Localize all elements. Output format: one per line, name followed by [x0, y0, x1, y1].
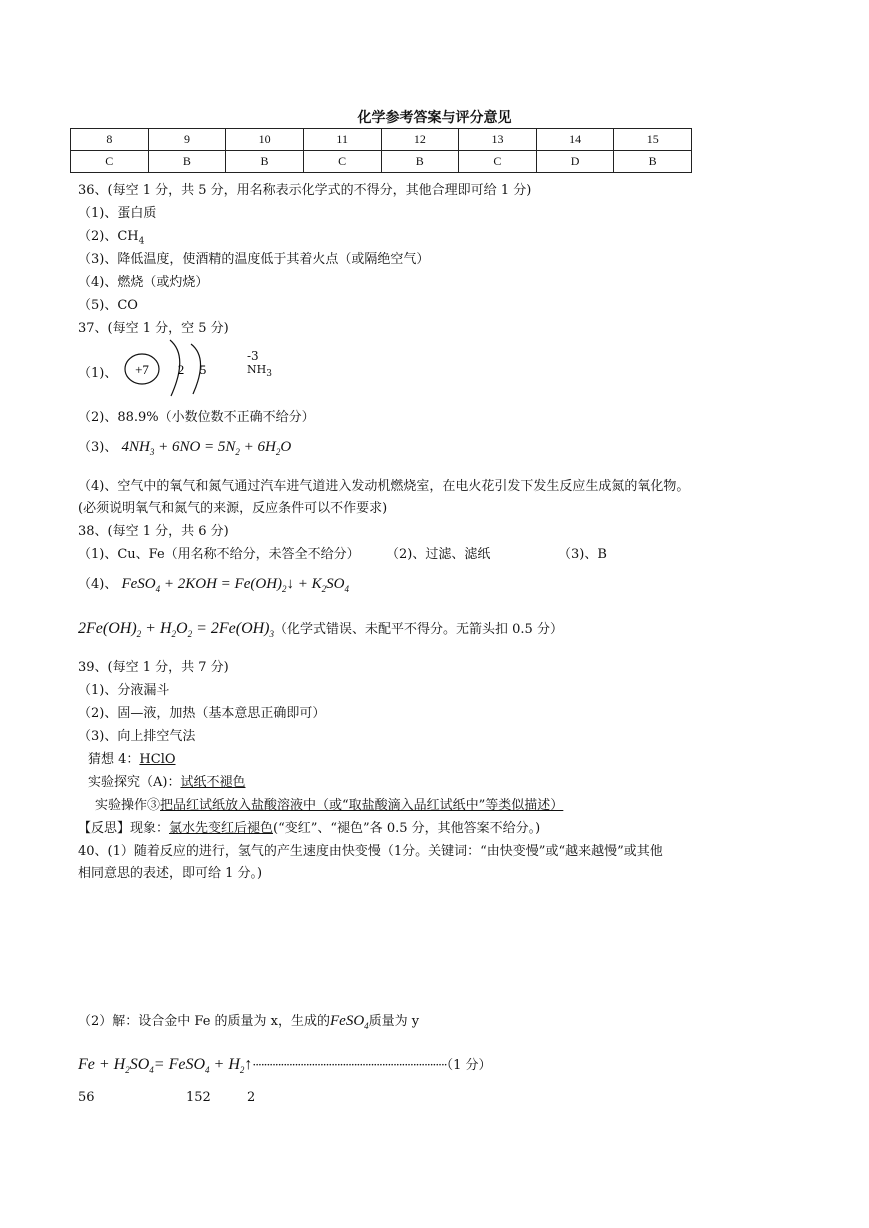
eq-term: O [280, 439, 292, 455]
eq-term: Fe + H [78, 1056, 126, 1073]
solve-text: （2）解：设合金中 Fe 的质量为 x，生成的 [78, 1014, 331, 1029]
eq-term: + H [209, 1056, 240, 1073]
subscript: 2 [125, 1065, 130, 1076]
eq-term: + 6NO = 5N [154, 439, 236, 455]
subscript: 4 [149, 1065, 154, 1076]
q36-heading: 36、(每空 1 分，共 5 分，用名称表示化学式的不得分，其他合理即可给 1 分) [78, 183, 532, 198]
q40-equation [78, 1054, 492, 1075]
shell-electron-count: 5 [199, 362, 207, 377]
eq-term: + 6H [239, 439, 276, 455]
subscript: 4 [364, 1021, 369, 1031]
subscript: 2 [275, 447, 281, 457]
table-row-numbers [71, 129, 692, 151]
q37-answer-1-label: （1)、 [78, 366, 118, 381]
table-cell: C [303, 151, 381, 173]
q39-heading: 39、(每空 1 分，共 7 分) [78, 660, 229, 675]
guess-value: HClO [139, 752, 176, 767]
q37-answer-2: （2)、88.9%（小数位数不正确不给分） [78, 410, 315, 425]
equation [78, 1056, 253, 1076]
table-cell: B [614, 151, 692, 173]
explore-value: 试纸不褪色 [180, 775, 246, 790]
subscript: 3 [149, 447, 155, 457]
reflection-value: 氯水先变红后褪色 [169, 821, 274, 836]
eq-term: 4NH [121, 439, 150, 455]
subscript: 2 [171, 629, 176, 640]
q37-heading: 37、(每空 1 分，空 5 分) [78, 321, 229, 336]
operation-value: 把品红试纸放入盐酸溶液中（或“取盐酸滴入品红试纸中”等类似描述） [160, 798, 564, 813]
eq-term: SO [129, 1056, 150, 1073]
eq-term: + 2KOH = Fe(OH) [160, 576, 283, 592]
q37-answer-4-line2: (必须说明氧气和氮气的来源，反应条件可以不作要求) [78, 501, 388, 516]
q38-answer-4-label: （4)、 [78, 577, 118, 592]
subscript: 3 [266, 369, 272, 380]
subscript: 2 [235, 447, 240, 457]
table-cell: 8 [71, 129, 149, 151]
q39-answer-1: （1)、分液漏斗 [78, 683, 170, 698]
eq-term: = FeSO [153, 1056, 206, 1073]
q40-solve [78, 1010, 419, 1031]
operation-label: 实验操作③ [95, 798, 161, 813]
nucleus-charge: +7 [135, 362, 149, 377]
subscript: 4 [138, 236, 145, 247]
solve-text: 质量为 y [368, 1014, 420, 1029]
subscript: 2 [239, 1065, 245, 1076]
q39-answer-2: （2)、固—液，加热（基本意思正确即可） [78, 706, 326, 721]
molar-mass-fe: 56 [78, 1090, 95, 1105]
dot-leader: ····································································· [252, 1058, 447, 1072]
answer-table [70, 128, 692, 173]
q37-answer-3 [78, 436, 291, 457]
subscript: 4 [205, 1065, 210, 1076]
eq-term: SO [326, 576, 345, 592]
explore-label: 实验探究（A)： [88, 775, 181, 790]
shell-electron-count: 2 [177, 362, 185, 377]
equation [121, 439, 291, 455]
q38-answer-5 [78, 618, 563, 639]
reflection-label: 【反思】现象： [78, 821, 170, 836]
q37-answer-3-label: （3)、 [78, 440, 118, 455]
table-cell: C [71, 151, 149, 173]
q39-operation [95, 794, 563, 813]
table-cell: 12 [381, 129, 459, 151]
table-cell: B [381, 151, 459, 173]
q36-answer-5: （5)、CO [78, 298, 138, 313]
subscript: 2 [136, 629, 142, 640]
table-cell: C [459, 151, 537, 173]
eq-term: ↑ [244, 1056, 253, 1073]
q36-answer-2 [78, 225, 144, 247]
molar-mass-feso4: 152 [186, 1090, 211, 1105]
eq-term: ↓ + K [286, 576, 322, 592]
q40-line-1: 40、(1）随着反应的进行，氢气的产生速度由快变慢（1分。关键词：“由快变慢”或“越来越慢”或其他 [78, 844, 663, 859]
equation [78, 620, 274, 640]
subscript: 4 [344, 584, 350, 594]
ammonia-formula [247, 363, 272, 379]
q38-answer-1: （1)、Cu、Fe（用名称不给分，未答全不给分） [78, 547, 360, 562]
score-note: （1 分） [446, 1058, 492, 1073]
table-cell: 15 [614, 129, 692, 151]
q38-answer-3: （3)、B [558, 547, 607, 562]
eq-term: = 2Fe(OH) [192, 620, 270, 637]
subscript: 2 [321, 584, 327, 594]
q39-guess [88, 748, 176, 767]
valence-label: -3 [247, 349, 259, 363]
table-row-answers [71, 151, 692, 173]
table-cell: D [536, 151, 614, 173]
page-title: 化学参考答案与评分意见 [357, 110, 512, 126]
q37-answer-4-line1: （4)、空气中的氧气和氮气通过汽车进气道进入发动机燃烧室，在电火花引发下发生反应生成氮的氧化物。 [78, 479, 690, 494]
guess-label: 猜想 4： [88, 752, 140, 767]
table-cell: B [148, 151, 226, 173]
q39-reflection [78, 817, 540, 836]
q38-heading: 38、(每空 1 分，共 6 分) [78, 524, 229, 539]
q36-answer-3: （3)、降低温度，使酒精的温度低于其着火点（或隔绝空气） [78, 252, 430, 267]
eq-term: + H [141, 620, 172, 637]
q38-answer-2: （2)、过滤、滤纸 [386, 547, 491, 562]
subscript: 2 [282, 584, 287, 594]
table-cell: 11 [303, 129, 381, 151]
q39-answer-3: （3)、向上排空气法 [78, 729, 196, 744]
equation-note: （化学式错误、未配平不得分。无箭头扣 0.5 分） [274, 622, 563, 637]
table-cell: 13 [459, 129, 537, 151]
solve-formula [330, 1013, 369, 1029]
eq-term: FeSO [330, 1013, 365, 1029]
subscript: 4 [155, 584, 161, 594]
molar-mass-h2: 2 [247, 1090, 256, 1105]
formula-text: NH [247, 363, 267, 376]
reflection-note: (“变红”、“褪色”各 0.5 分，其他答案不给分。) [273, 821, 541, 836]
q36-answer-4: （4)、燃烧（或灼烧） [78, 275, 209, 290]
table-cell: 14 [536, 129, 614, 151]
equation [121, 576, 349, 592]
eq-term: 2Fe(OH) [78, 620, 137, 637]
table-cell: 9 [148, 129, 226, 151]
table-cell: B [226, 151, 304, 173]
q36-answer-1: （1)、蛋白质 [78, 206, 157, 221]
atom-structure-diagram [115, 336, 225, 400]
q39-explore [88, 771, 245, 790]
subscript: 2 [187, 629, 193, 640]
q38-answer-4 [78, 573, 349, 594]
table-cell: 10 [226, 129, 304, 151]
q36-answer-2-text: （2)、CH [78, 229, 139, 244]
q40-line-2: 相同意思的表述，即可给 1 分。) [78, 866, 263, 881]
subscript: 3 [269, 629, 274, 640]
eq-term: O [176, 620, 188, 637]
eq-term: FeSO [121, 576, 156, 592]
